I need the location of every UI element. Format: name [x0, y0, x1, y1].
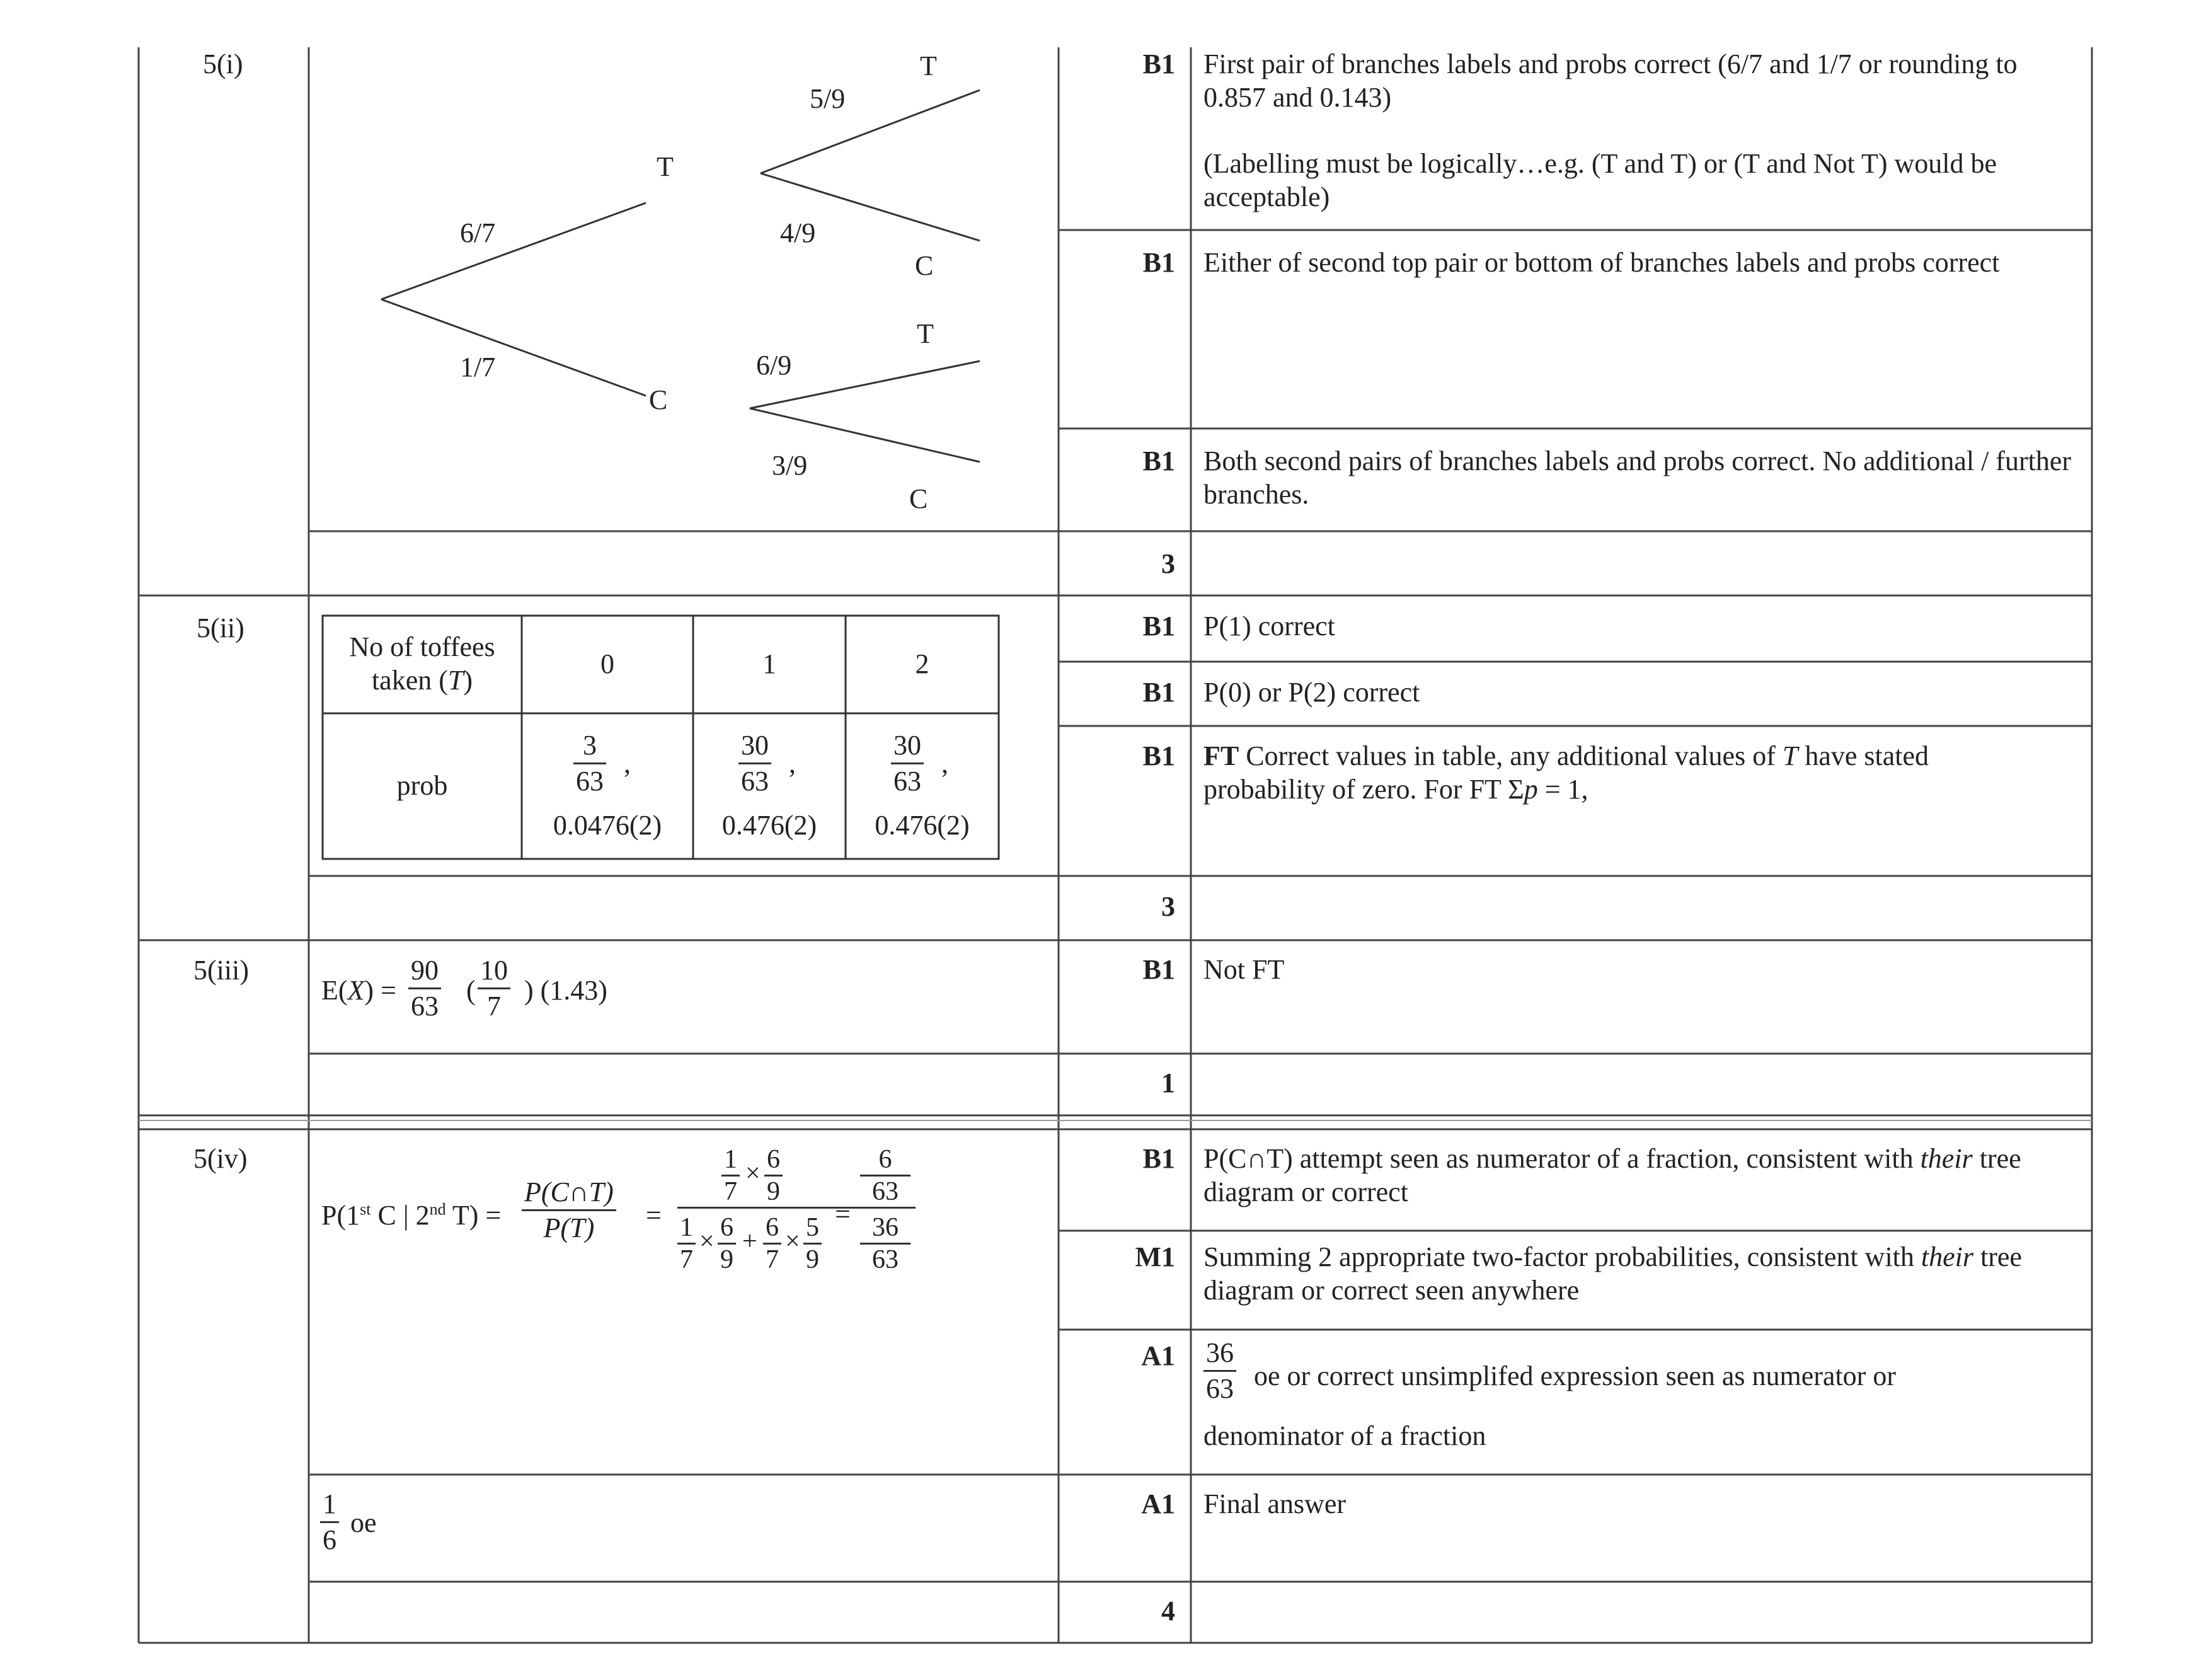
- answer-fraction: $\frac{90}{63}$: [408, 955, 441, 1022]
- question-label: 5(i): [203, 49, 243, 79]
- guidance-text: P(1) correct: [1203, 611, 1335, 642]
- guidance-text: denominator of a fraction: [1203, 1420, 1486, 1451]
- result-fraction: $\frac{6}{63}$ $\frac{36}{63}$: [860, 1146, 917, 1284]
- guidance-text: FT Correct values in table, any additional values of T have stated probability of zero. For FT Σp = 1,: [1203, 740, 1929, 805]
- mark-code: B1: [1142, 247, 1175, 278]
- guidance-text: First pair of branches labels and probs correct (6/7 and 1/7 or rounding to 0.857 and 0.143): [1203, 49, 2018, 113]
- question-label: 5(ii): [197, 613, 244, 643]
- tree-prob: 3/9: [772, 450, 808, 481]
- guidance-text: (Labelling must be logically…e.g. (T and T) or (T and Not T) would be acceptable): [1203, 148, 1997, 212]
- tree-outcome: T: [657, 151, 674, 182]
- mark-code: B1: [1142, 740, 1175, 771]
- tree-prob: 4/9: [780, 217, 816, 248]
- mark-code: B1: [1142, 611, 1175, 642]
- tree-prob: 6/9: [756, 350, 792, 381]
- final-answer-oe: oe: [350, 1507, 377, 1538]
- table-value: 1: [762, 648, 776, 679]
- guidance-text: Summing 2 appropriate two-factor probabilities, consistent with their tree diagram or correct seen anywhere: [1203, 1241, 2022, 1306]
- guidance-text: Either of second top pair or bottom of branches labels and probs correct: [1203, 247, 2000, 278]
- final-answer-fraction: $\frac{1}{6}$: [320, 1488, 339, 1556]
- answer-fraction: $\frac{10}{7}$: [478, 955, 510, 1022]
- mark-code: B1: [1142, 954, 1175, 985]
- bracket: (: [466, 975, 476, 1006]
- table-header-label: No of toffees taken (T): [349, 631, 495, 696]
- tree-prob: 5/9: [810, 83, 846, 114]
- mark-code: M1: [1135, 1241, 1175, 1272]
- tree-outcome: T: [917, 318, 934, 349]
- total-marks: 1: [1161, 1067, 1175, 1098]
- prob-fraction: $\frac{30}{63}$: [891, 730, 924, 797]
- mark-code: A1: [1141, 1488, 1175, 1519]
- compound-fraction: $\frac{1}{7}$ × $\frac{6}{9}$ $\frac{1}{7}$ × $\frac{6}{9}$ + $\frac{6}{7}$ × $\frac{5}{9}$: [677, 1146, 873, 1284]
- prob-fraction: $\frac{30}{63}$: [738, 730, 771, 797]
- tree-outcome: C: [649, 384, 668, 415]
- mark-code: B1: [1142, 677, 1175, 708]
- guidance-text: Both second pairs of branches labels and probs correct. No additional / further branches.: [1203, 446, 2072, 510]
- guidance-text: P(0) or P(2) correct: [1203, 677, 1420, 708]
- tree-outcome: T: [920, 50, 937, 81]
- separator: ,: [624, 748, 631, 779]
- prob-decimal: 0.0476(2): [553, 810, 662, 841]
- tree-prob: 6/7: [460, 217, 496, 248]
- tree-outcome: C: [915, 250, 934, 281]
- prob-decimal: 0.476(2): [875, 810, 970, 841]
- tree-diagram: [381, 90, 980, 462]
- total-marks: 3: [1161, 891, 1175, 922]
- total-marks: 4: [1161, 1596, 1175, 1626]
- mark-code: A1: [1141, 1340, 1175, 1371]
- guidance-text: Final answer: [1203, 1488, 1347, 1519]
- separator: ,: [941, 748, 948, 779]
- ratio-fraction: $\frac{P(C\cap T)}{P(T)}$: [522, 1177, 616, 1244]
- table-prob-label: prob: [396, 770, 448, 801]
- question-label: 5(iv): [193, 1143, 248, 1174]
- prob-fraction: $\frac{3}{63}$: [573, 730, 606, 797]
- question-label: 5(iii): [193, 955, 249, 986]
- mark-code: B1: [1142, 1143, 1175, 1174]
- guidance-text: Not FT: [1203, 954, 1285, 985]
- equals-sign: =: [835, 1199, 851, 1229]
- table-value: 2: [915, 648, 929, 679]
- separator: ,: [789, 748, 796, 779]
- expectation-lhs: E(X) =: [321, 975, 396, 1006]
- prob-decimal: 0.476(2): [721, 810, 817, 841]
- tree-prob: 1/7: [460, 352, 496, 383]
- guidance-text: P(C∩T) attempt seen as numerator of a fraction, consistent with their tree diagram or correct: [1203, 1143, 2021, 1207]
- table-value: 0: [600, 648, 614, 679]
- guidance-text: oe or correct unsimplifed expression seen as numerator or: [1254, 1361, 1896, 1391]
- conditional-prob-lhs: P(1st C | 2nd T) =: [321, 1200, 502, 1231]
- equals-sign: =: [646, 1200, 662, 1231]
- mark-code: B1: [1142, 446, 1175, 476]
- answer-decimal: ) (1.43): [524, 975, 607, 1006]
- total-marks: 3: [1161, 548, 1175, 579]
- guidance-fraction: $\frac{36}{63}$: [1203, 1337, 1236, 1405]
- tree-outcome: C: [909, 483, 928, 514]
- mark-code: B1: [1142, 49, 1175, 79]
